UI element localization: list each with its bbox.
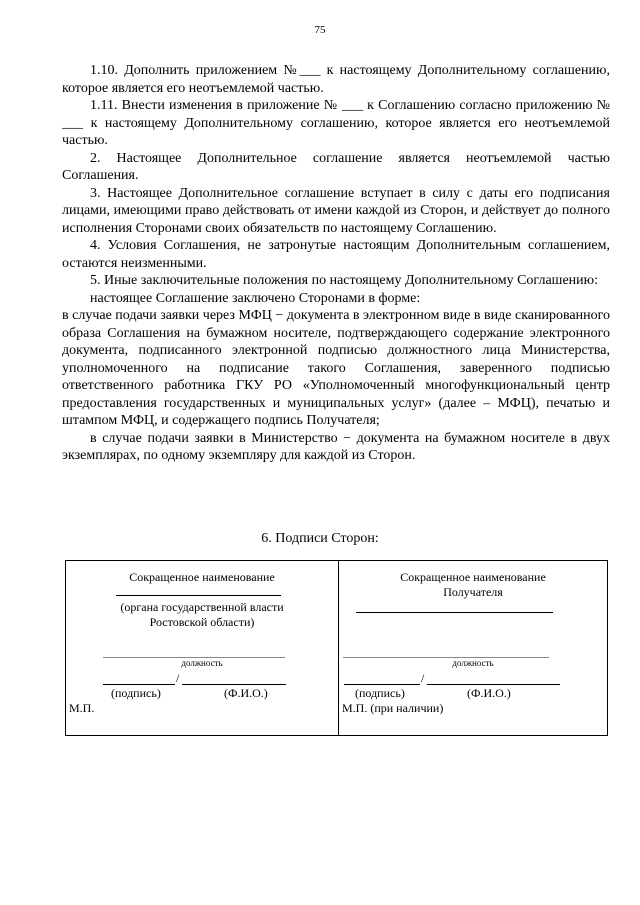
page-number: 75 — [314, 24, 326, 36]
left-stamp-label: М.П. — [69, 701, 95, 715]
signatures-title: 6. Подписи Сторон: — [261, 531, 379, 546]
paragraph-form: настоящее Соглашение заключено Сторонами в форме: — [90, 290, 421, 306]
right-party-heading-line1: Сокращенное наименование — [400, 570, 546, 584]
left-party-org-line1: (органа государственной власти — [120, 600, 284, 614]
paragraph-1-11: 1.11. Внести изменения в приложение № ___ к Соглашению согласно приложению № ___ к настоящему Дополнительному соглашению, которое является его неотъемлемой частью. — [62, 98, 610, 148]
left-slash: / — [176, 671, 180, 685]
right-party-name-line — [356, 612, 553, 613]
left-name-label: (Ф.И.О.) — [224, 686, 268, 700]
right-slash: / — [421, 671, 425, 685]
left-signature-label: (подпись) — [111, 686, 161, 700]
document-body — [62, 62, 610, 465]
right-name-label: (Ф.И.О.) — [467, 686, 511, 700]
left-party-name-line — [116, 595, 281, 596]
left-party-org-line2: Ростовской области) — [149, 615, 255, 629]
paragraph-1-10: 1.10. Дополнить приложением №___ к настоящему Дополнительному соглашению, которое является его неотъемлемой частью. — [62, 63, 610, 96]
right-name-line — [427, 684, 560, 685]
right-party-heading-line2: Получателя — [443, 585, 503, 599]
left-signature-line — [103, 684, 175, 685]
paragraph-ministry: в случае подачи заявки в Министерство − документа на бумажном носителе в двух экземплярах, по одному экземпляру для каждой из Сторон. — [62, 430, 610, 463]
left-party-cell — [66, 561, 338, 735]
right-signature-label: (подпись) — [355, 686, 405, 700]
paragraph-5: 5. Иные заключительные положения по настоящему Дополнительному Соглашению: — [90, 273, 598, 288]
signatures-table — [65, 560, 608, 736]
paragraph-2: 2. Настоящее Дополнительное соглашение является неотъемлемой частью Соглашения. — [62, 150, 610, 183]
left-party-heading: Сокращенное наименование — [129, 570, 275, 584]
left-position-label: должность — [181, 658, 223, 668]
paragraph-mfc: в случае подачи заявки через МФЦ − документа в электронном виде в виде сканированного образа Соглашения на бумажном носителе, подтверждающего содержание электронного документа, подписанного электронной подписью должностного лица Министерства, уполномоченного на подписание такого Соглашения, заверенного подписью ответственного работника ГКУ РО «Уполномоченный многофункциональный центр предоставления государственных и муниципальных услуг» (далее – МФЦ), печатью и штампом МФЦ, и содержащего подпись Получателя; — [62, 308, 610, 428]
right-position-label: должность — [452, 658, 494, 668]
left-name-line — [182, 684, 286, 685]
right-signature-line — [344, 684, 420, 685]
paragraph-3: 3. Настоящее Дополнительное соглашение вступает в силу с даты его подписания лицами, имеющими право действовать от имени каждой из Сторон, и действует до полного исполнения Сторонами своих обязательств по настоящему Соглашению. — [62, 185, 610, 236]
right-stamp-label: М.П. (при наличии) — [342, 701, 444, 715]
paragraph-4: 4. Условия Соглашения, не затронутые настоящим Дополнительным соглашением, остаются неизменными. — [62, 238, 610, 271]
right-party-cell — [339, 561, 607, 735]
